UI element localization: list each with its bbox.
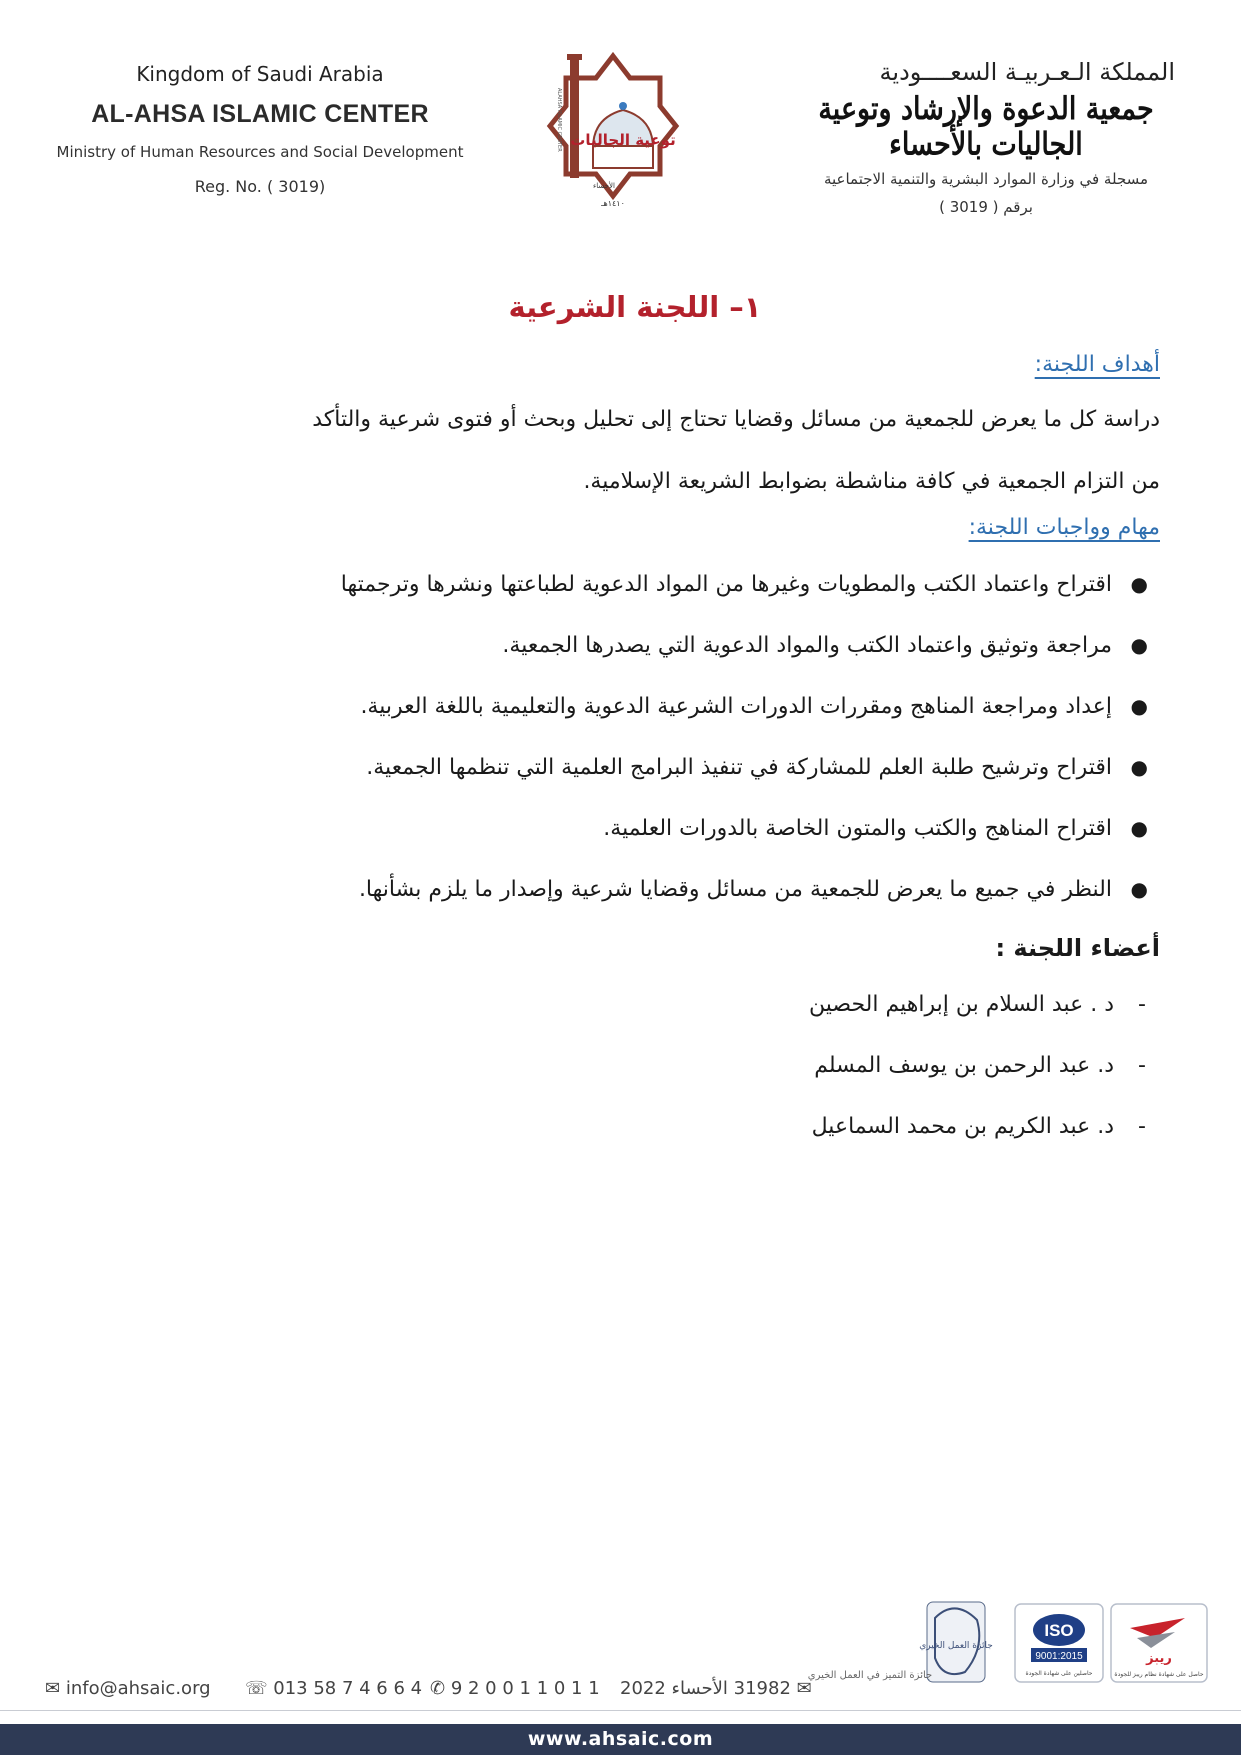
email-block [45, 1678, 211, 1699]
duty-item [110, 798, 1160, 859]
goals-line-2: من التزام الجمعية في كافة مناشطة بضوابط الشريعة الإسلامية. [583, 469, 1160, 494]
header-reg-ar: برقم ( 3019 ) [939, 198, 1033, 216]
duty-text: اقتراح وترشيح طلبة العلم للمشاركة في تنفيذ البرامج العلمية التي تنظمها الجمعية. [366, 755, 1112, 780]
mailbox-icon: ✉ [796, 1678, 812, 1699]
member-name: د . عبد السلام بن إبراهيم الحصين [809, 992, 1114, 1017]
duties-heading: مهام وواجبات اللجنة: [968, 515, 1160, 540]
header-org-en: AL-AHSA ISLAMIC CENTER [91, 100, 429, 128]
dash-icon: - [1138, 1114, 1146, 1139]
header-arabic [791, 58, 1181, 216]
footer-bar [0, 1724, 1241, 1755]
duties-list [110, 554, 1160, 920]
pobox-text: 31982 الأحساء 2022 [620, 1678, 791, 1699]
bullet-icon: ● [1130, 755, 1148, 779]
iso-number: 9001:2015 [1035, 1651, 1083, 1662]
bullet-icon: ● [1130, 572, 1148, 596]
duty-item [110, 676, 1160, 737]
award-text: جائزة التميز في العمل الخيري [807, 1670, 933, 1681]
header-country-en: Kingdom of Saudi Arabia [136, 62, 384, 86]
phone-icon: ✆ [430, 1678, 446, 1699]
bullet-icon: ● [1130, 816, 1148, 840]
mail-icon: ✉ [45, 1678, 61, 1699]
rabiz-logo-text: ريبز [1146, 1651, 1172, 1666]
iso-label: ISO [1044, 1621, 1074, 1640]
duty-text: اقتراح واعتماد الكتب والمطويات وغيرها من المواد الدعوية لطباعتها ونشرها وترجمتها [340, 572, 1112, 597]
bullet-icon: ● [1130, 877, 1148, 901]
duty-text: إعداد ومراجعة المناهج ومقررات الدورات الشرعية الدعوية والتعليمية باللغة العربية. [360, 694, 1112, 719]
dash-icon: - [1138, 1053, 1146, 1078]
rabiz-badge [1111, 1604, 1207, 1682]
header-ministry-en: Ministry of Human Resources and Social Development [56, 143, 464, 161]
bullet-icon: ● [1130, 694, 1148, 718]
footer-divider [0, 1710, 1241, 1711]
award-seal-text: جائزة العمل الخيري [919, 1641, 993, 1651]
document-body [110, 290, 1160, 1157]
duty-item [110, 737, 1160, 798]
duty-item [110, 615, 1160, 676]
fax-block [245, 1678, 422, 1699]
member-item [110, 974, 1160, 1035]
phone-block [430, 1678, 600, 1699]
member-item [110, 1035, 1160, 1096]
website-link[interactable]: www.ahsaic.com [527, 1728, 714, 1750]
header-reg-en: Reg. No. ( 3019) [194, 177, 326, 196]
member-name: د. عبد الرحمن بن يوسف المسلم [814, 1053, 1114, 1078]
goals-line-1: دراسة كل ما يعرض للجمعية من مسائل وقضايا تحتاج إلى تحليل وبحث أو فتوى شرعية والتأكد [312, 407, 1160, 432]
logo-year: ١٤١٠هـ [601, 199, 625, 208]
iso-caption: حاصلين على شهادة الجودة [1025, 1670, 1093, 1677]
footer-badges [807, 1598, 1210, 1688]
header-english [30, 62, 490, 196]
header-org-ar: جمعية الدعوة والإرشاد وتوعية الجاليات بالأحساء [818, 91, 1154, 163]
pobox-block [620, 1678, 812, 1699]
member-item [110, 1096, 1160, 1157]
email-address[interactable]: info@ahsaic.org [65, 1678, 211, 1699]
fax-icon: ☏ [245, 1678, 268, 1699]
goals-heading: أهداف اللجنة: [1034, 352, 1160, 377]
page-title: ١– اللجنة الشرعية [508, 290, 762, 324]
contact-strip [45, 1678, 1205, 1708]
logo-side-text: ALAHSA ISLAMIC CENTER [556, 88, 562, 152]
iso-badge [1015, 1604, 1103, 1682]
logo-city: الأحساء [593, 182, 615, 190]
members-list [110, 974, 1160, 1157]
duty-item [110, 554, 1160, 615]
phone-number[interactable]: 9 2 0 0 1 1 0 1 1 [450, 1678, 600, 1699]
duty-text: اقتراح المناهج والكتب والمتون الخاصة بالدورات العلمية. [603, 816, 1112, 841]
center-logo [548, 48, 678, 218]
members-heading: أعضاء اللجنة : [995, 934, 1160, 962]
member-name: د. عبد الكريم بن محمد السماعيل [811, 1114, 1114, 1139]
header-country-ar: المملكة الـعـربيـة السعــــودية [879, 58, 1175, 86]
rabiz-caption: حاصل على شهادة نظام ريبز للجودة [1114, 1671, 1204, 1678]
duty-item [110, 859, 1160, 920]
fax-number: 013 58 7 4 6 6 4 [273, 1678, 423, 1699]
duty-text: النظر في جميع ما يعرض للجمعية من مسائل وقضايا شرعية وإصدار ما يلزم بشأنها. [358, 877, 1112, 902]
logo-text-top: توعية الجاليات [570, 131, 676, 149]
bullet-icon: ● [1130, 633, 1148, 657]
dash-icon: - [1138, 992, 1146, 1017]
duty-text: مراجعة وتوثيق واعتماد الكتب والمواد الدعوية التي يصدرها الجمعية. [502, 633, 1112, 658]
header-ministry-ar: مسجلة في وزارة الموارد البشرية والتنمية الاجتماعية [823, 170, 1149, 188]
